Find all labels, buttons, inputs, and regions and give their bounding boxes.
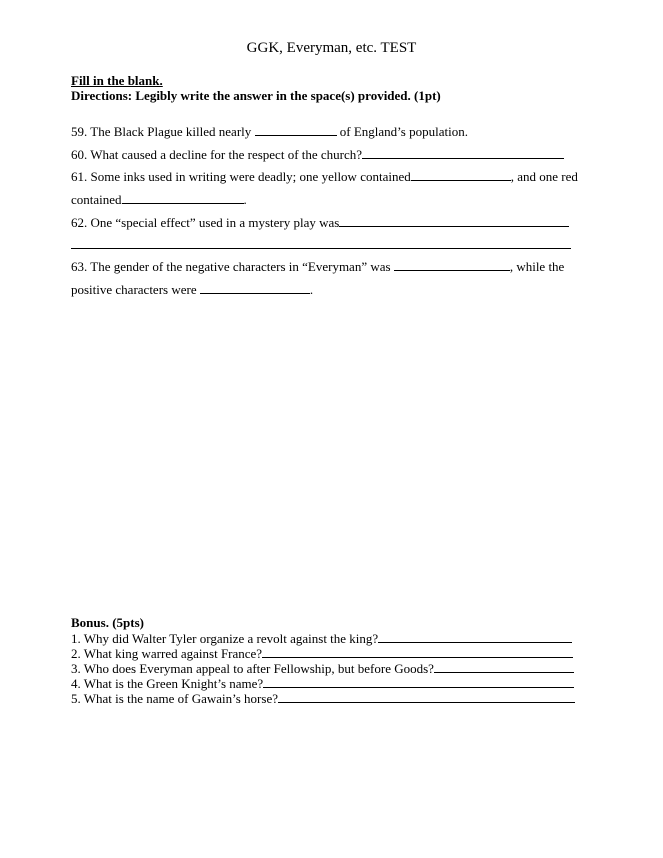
question-63-text-mid: , while the (509, 259, 565, 274)
page-title: GGK, Everyman, etc. TEST (246, 40, 417, 56)
bonus-question-5 (71, 690, 575, 706)
question-60 (71, 146, 564, 163)
directions: Directions: Legibly write the answer in the space(s) provided. (1pt) (71, 88, 441, 103)
question-62-text: 62. One “special effect” used in a mystery play was (71, 215, 340, 230)
question-61-text-2: contained (71, 192, 122, 207)
question-60-text: 60. What caused a decline for the respect of the church? (71, 147, 363, 162)
bonus-question-text: 2. What king warred against France? (71, 646, 263, 661)
answer-blank[interactable] (263, 675, 574, 688)
question-61-continued (71, 191, 247, 208)
answer-blank[interactable] (122, 191, 244, 204)
answer-blank[interactable] (394, 258, 510, 271)
bonus-question-2 (71, 645, 573, 661)
question-59 (71, 123, 468, 140)
question-61 (71, 168, 578, 185)
section-heading: Fill in the blank. (71, 73, 163, 88)
bonus-question-3 (71, 660, 574, 676)
question-62-line-2 (71, 236, 571, 253)
answer-blank[interactable] (339, 214, 569, 227)
bonus-question-text: 5. What is the name of Gawain’s horse? (71, 691, 278, 706)
answer-blank[interactable] (278, 690, 575, 703)
answer-blank[interactable] (411, 168, 511, 181)
question-63-text-2: positive characters were (71, 282, 197, 297)
bonus-question-text: 4. What is the Green Knight’s name? (71, 676, 264, 691)
answer-blank[interactable] (262, 645, 573, 658)
question-63-continued (71, 281, 313, 298)
bonus-heading: Bonus. (5pts) (71, 615, 144, 630)
answer-blank[interactable] (378, 630, 572, 643)
question-61-text-end: . (243, 192, 247, 207)
question-61-text: 61. Some inks used in writing were deadly; one yellow contained (71, 169, 411, 184)
answer-blank[interactable] (434, 660, 574, 673)
question-61-text-mid: , and one red (510, 169, 578, 184)
question-63-text-end: . (309, 282, 314, 297)
bonus-question-text: 1. Why did Walter Tyler organize a revolt against the king? (71, 631, 379, 646)
question-59-text-end: of England’s population. (339, 124, 468, 139)
question-63 (71, 258, 564, 275)
question-59-text: 59. The Black Plague killed nearly (71, 124, 252, 139)
bonus-question-text: 3. Who does Everyman appeal to after Fellowship, but before Goods? (71, 661, 434, 676)
question-63-text: 63. The gender of the negative characters in “Everyman” was (71, 259, 391, 274)
answer-blank[interactable] (255, 123, 337, 136)
bonus-question-1 (71, 630, 572, 646)
question-62 (71, 214, 569, 231)
answer-blank[interactable] (362, 146, 564, 159)
bonus-question-4 (71, 675, 574, 691)
answer-blank[interactable] (71, 236, 571, 249)
answer-blank[interactable] (200, 281, 310, 294)
